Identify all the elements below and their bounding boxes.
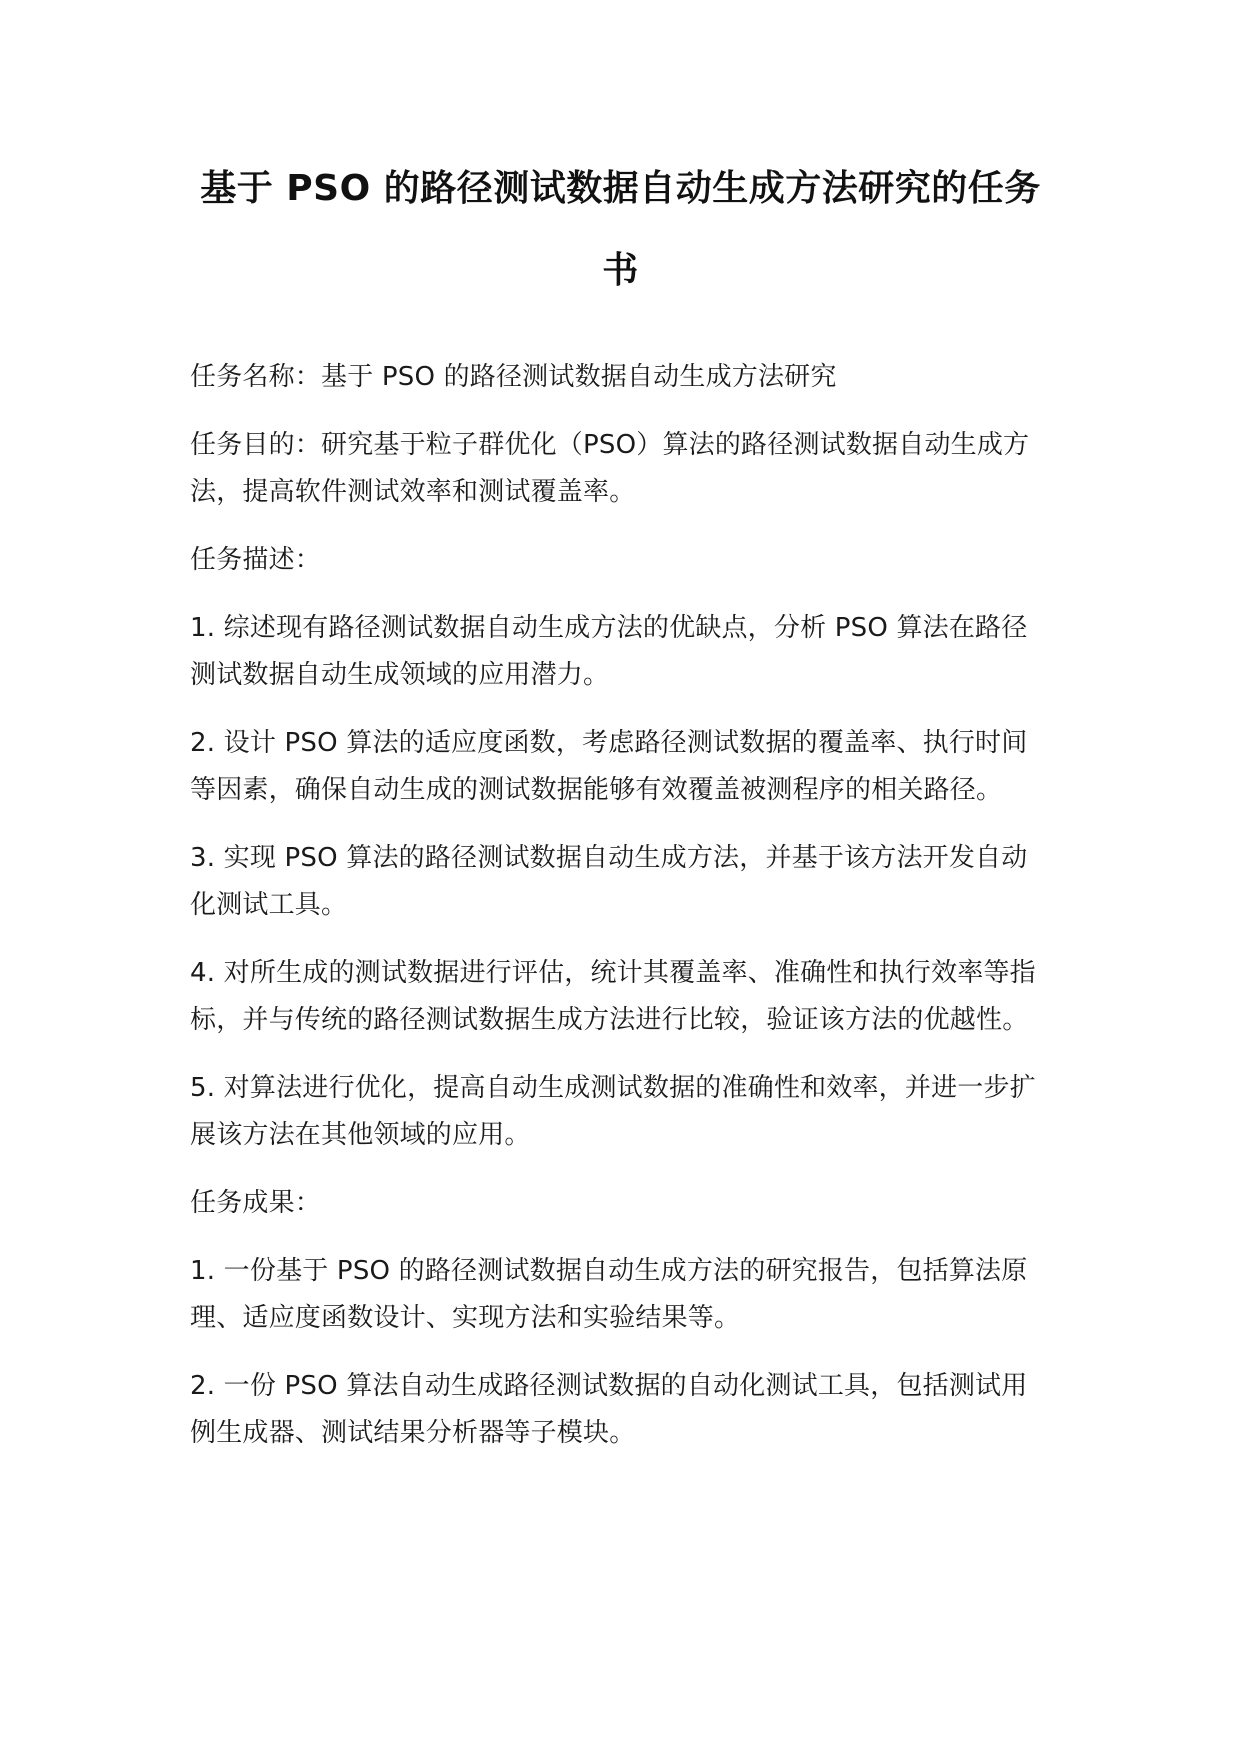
description-item-2: 2. 设计 PSO 算法的适应度函数，考虑路径测试数据的覆盖率、执行时间等因素，确保自动生成的测试数据能够有效覆盖被测程序的相关路径。 — [190, 728, 1028, 805]
description-heading: 任务描述： — [190, 545, 322, 575]
task-purpose: 任务目的：研究基于粒子群优化（PSO）算法的路径测试数据自动生成方法，提高软件测试效率和测试覆盖率。 — [190, 430, 1030, 507]
document-body — [190, 354, 1051, 1457]
title-line-2: 书 — [602, 250, 639, 291]
description-item-3: 3. 实现 PSO 算法的路径测试数据自动生成方法，并基于该方法开发自动化测试工具。 — [190, 843, 1028, 920]
description-item-1: 1. 综述现有路径测试数据自动生成方法的优缺点，分析 PSO 算法在路径测试数据自动生成领域的应用潜力。 — [190, 613, 1028, 690]
results-item-1: 1. 一份基于 PSO 的路径测试数据自动生成方法的研究报告，包括算法原理、适应度函数设计、实现方法和实验结果等。 — [190, 1256, 1028, 1333]
title-line-1: 基于 PSO 的路径测试数据自动生成方法研究的任务 — [200, 168, 1041, 209]
results-item-2: 2. 一份 PSO 算法自动生成路径测试数据的自动化测试工具，包括测试用例生成器、测试结果分析器等子模块。 — [190, 1371, 1028, 1448]
description-item-4: 4. 对所生成的测试数据进行评估，统计其覆盖率、准确性和执行效率等指标，并与传统的路径测试数据生成方法进行比较，验证该方法的优越性。 — [190, 958, 1036, 1035]
task-name: 任务名称：基于 PSO 的路径测试数据自动生成方法研究 — [190, 362, 837, 392]
document-title — [190, 148, 1051, 312]
description-item-5: 5. 对算法进行优化，提高自动生成测试数据的准确性和效率，并进一步扩展该方法在其他领域的应用。 — [190, 1073, 1036, 1150]
results-heading: 任务成果： — [190, 1188, 322, 1218]
